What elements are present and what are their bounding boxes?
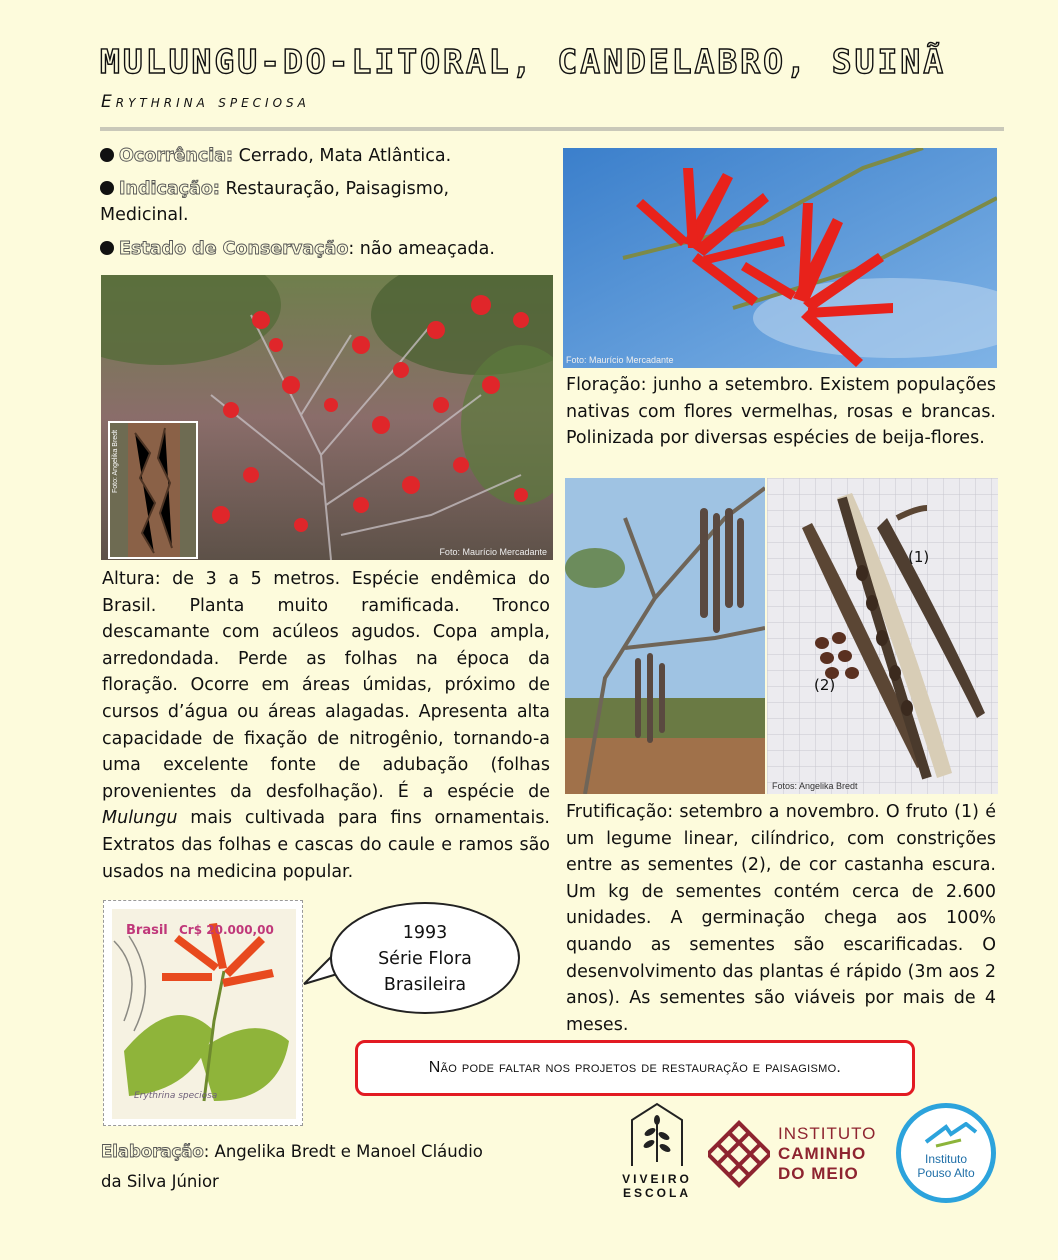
pouso-text-2: Pouso Alto bbox=[917, 1166, 975, 1180]
flower-photo-credit: Foto: Maurício Mercadante bbox=[566, 355, 674, 365]
conservation-value: : não ameaçada. bbox=[348, 239, 495, 259]
viveiro-escola-logo bbox=[622, 1102, 692, 1202]
bubble-year: 1993 bbox=[402, 923, 448, 943]
trunk-photo-credit: Foto: Angelika Bredt bbox=[112, 429, 119, 493]
occurrence-label: Ocorrência: bbox=[119, 146, 234, 166]
bird-icon bbox=[921, 1122, 981, 1152]
pouso-text-1: Instituto bbox=[924, 1152, 968, 1166]
bubble-series: Série Flora bbox=[378, 949, 472, 969]
bullet-icon bbox=[100, 241, 114, 255]
seed-marker: (2) bbox=[814, 676, 836, 694]
shrub-photo bbox=[101, 275, 553, 560]
instituto-text-3: DO MEIO bbox=[778, 1164, 859, 1183]
authors-text: : Angelika Bredt e Manoel Cláudio bbox=[203, 1142, 483, 1161]
stamp-caption-bubble bbox=[330, 902, 520, 1014]
pouso-alto-logo bbox=[896, 1103, 996, 1203]
indication-value-cont: Medicinal. bbox=[100, 205, 189, 225]
stamp-value: Cr$ 20.000,00 bbox=[179, 923, 274, 937]
viveiro-plant-icon bbox=[622, 1102, 692, 1168]
bullet-icon bbox=[100, 148, 114, 162]
bubble-country: Brasileira bbox=[383, 975, 467, 995]
fruit-tree-photo bbox=[565, 478, 765, 794]
endless-knot-icon bbox=[708, 1116, 770, 1192]
shrub-photo-credit: Foto: Maurício Mercadante bbox=[439, 547, 547, 557]
instituto-text-1: INSTITUTO bbox=[778, 1124, 877, 1143]
highlight-callout: Não pode faltar nos projetos de restauração e paisagismo. bbox=[355, 1040, 915, 1096]
stamp-species: Erythrina speciosa bbox=[134, 1091, 218, 1101]
description-italic: Mulungu bbox=[102, 808, 178, 829]
seed-pod-photo bbox=[767, 478, 998, 794]
instituto-text-2: CAMINHO bbox=[778, 1144, 867, 1163]
viveiro-text-1: VIVEIRO bbox=[622, 1172, 692, 1186]
postage-stamp bbox=[103, 900, 303, 1126]
conservation-label: Estado de Conservação bbox=[119, 239, 349, 259]
indication-label: Indicação: bbox=[119, 179, 220, 199]
bullet-icon bbox=[100, 181, 114, 195]
conservation-line bbox=[100, 236, 550, 262]
authors-text-cont: da Silva Júnior bbox=[101, 1172, 219, 1191]
occurrence-line bbox=[100, 143, 550, 169]
page-title: MULUNGU-DO-LITORAL, CANDELABRO, SUINÃ bbox=[100, 42, 947, 81]
trunk-inset-photo bbox=[108, 421, 198, 559]
fruiting-text: Frutificação: setembro a novembro. O fruto (1) é um legume linear, cilíndrico, com constrições entre as sementes (2), de cor castanha escura. Um kg de sementes contém cerca de 2.600 unidades. A germinação chega aos 100% quando as sementes são escarificadas. O desenvolvimento das plantas é rápido (3m aos 2 anos). As sementes são viáveis por mais de 4 meses. bbox=[566, 802, 996, 1035]
occurrence-value: Cerrado, Mata Atlântica. bbox=[233, 146, 452, 166]
flowering-text: Floração: junho a setembro. Existem populações nativas com flores vermelhas, rosas e brancas. Polinizada por diversas espécies de beija-flores. bbox=[566, 375, 996, 449]
caminho-do-meio-logo bbox=[708, 1116, 883, 1192]
flower-photo bbox=[563, 148, 997, 368]
description-part1: Altura: de 3 a 5 metros. Espécie endêmica do Brasil. Planta muito ramificada. Tronco descamante com acúleos agudos. Copa ampla, arredondada. Perde as folhas na época da floração. Ocorre em áreas úmidas, próximo de cursos d’água ou áreas alagadas. Apresenta alta capacidade de fixação de nitrogênio, tornando-a uma excelente fonte de adubação (folhas provenientes da desfolhação). É a espécie de bbox=[102, 569, 550, 802]
authors-label: Elaboração bbox=[101, 1142, 204, 1161]
fruit-marker: (1) bbox=[908, 548, 930, 566]
authors-credit bbox=[101, 1137, 521, 1197]
viveiro-text-2: ESCOLA bbox=[622, 1186, 691, 1200]
indication-value: Restauração, Paisagismo, bbox=[219, 179, 450, 199]
stamp-country: Brasil bbox=[126, 923, 168, 938]
indication-line bbox=[100, 176, 550, 228]
scientific-name: Erythrina speciosa bbox=[101, 92, 310, 112]
description-text bbox=[102, 566, 550, 885]
description-part2: mais cultivada para fins ornamentais. Extratos das folhas e cascas do caule e ramos são usados na medicina popular. bbox=[102, 808, 550, 882]
fruit-photo-credit: Fotos: Angelika Bredt bbox=[772, 781, 858, 791]
title-divider bbox=[100, 127, 1004, 131]
